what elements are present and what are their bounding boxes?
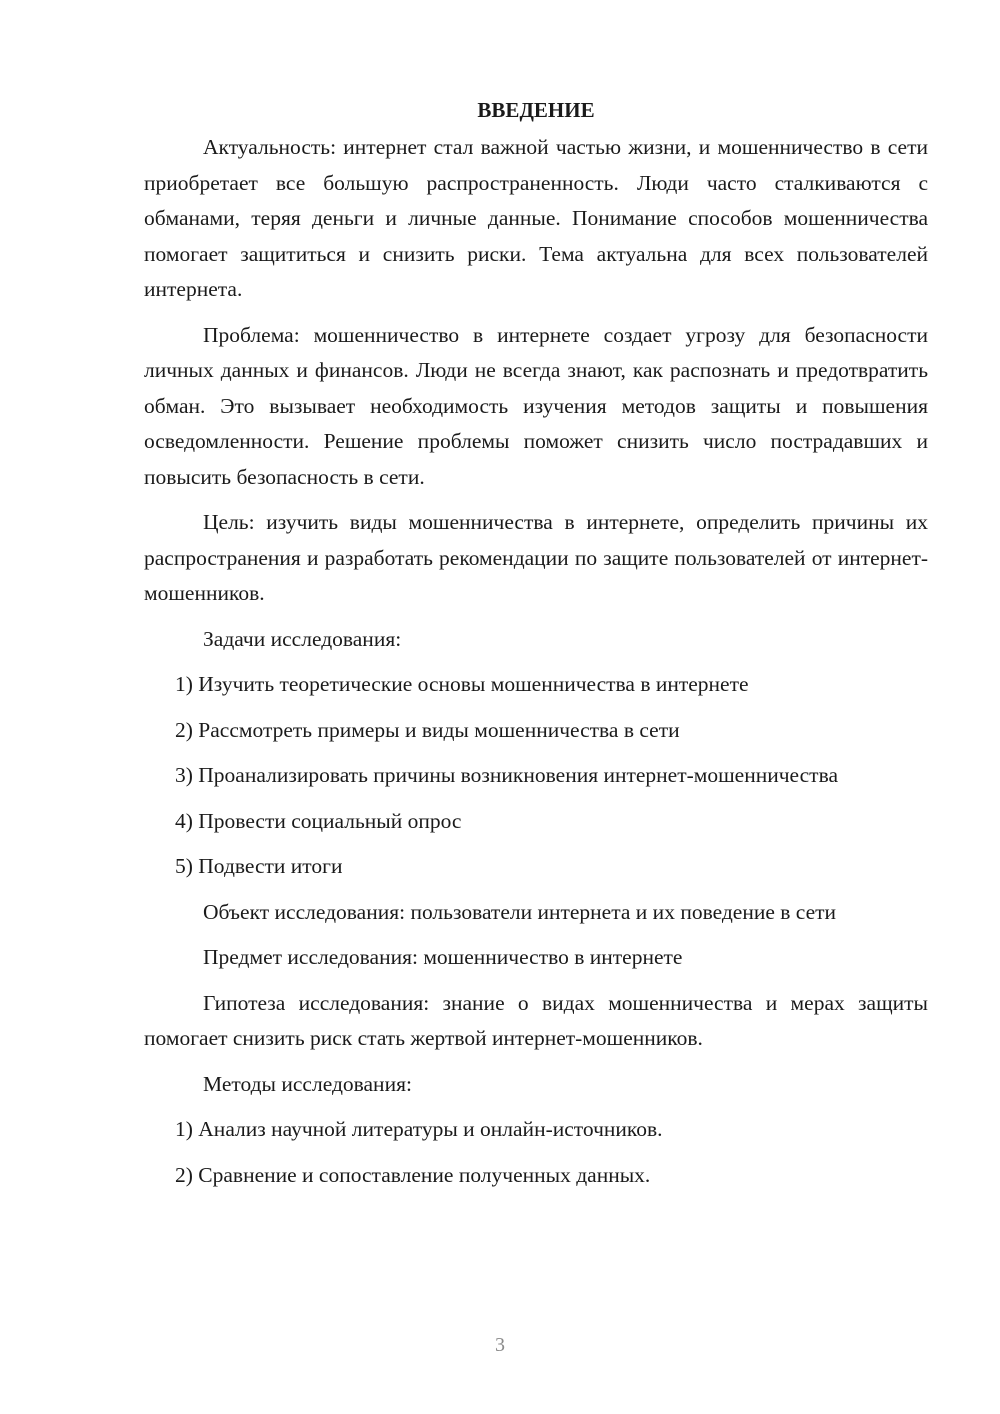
task-item: 3) Проанализировать причины возникновения интернет-мошенничества (175, 763, 838, 787)
task-item: 4) Провести социальный опрос (175, 808, 462, 833)
hypothesis-paragraph: Гипотеза исследования: знание о видах мошенничества и мерах защиты помогает снизить риск стать жертвой интернет-мошенников. (144, 990, 928, 1050)
method-item: 1) Анализ научной литературы и онлайн-источников. (175, 1117, 663, 1141)
relevance-paragraph: Актуальность: интернет стал важной частью жизни, и мошенничество в сети приобретает все большую распространенность. Люди часто сталкиваются с обманами, теряя деньги и личные данные. Понимание способов мошенничества помогает защититься и снизить риски. Тема актуальна для всех пользователей интернета. (144, 135, 928, 301)
section-title: ВВЕДЕНИЕ (477, 98, 595, 122)
problem-paragraph: Проблема: мошенничество в интернете создает угрозу для безопасности личных данных и финансов. Люди не всегда знают, как распознать и предотвратить обман. Это вызывает необходимость изучения методов защиты и повышения осведомленности. Решение проблемы поможет снизить число пострадавших и повысить безопасность в сети. (144, 322, 928, 489)
task-item: 1) Изучить теоретические основы мошенничества в интернете (175, 672, 749, 696)
methods-heading: Методы исследования: (203, 1071, 412, 1096)
tasks-heading: Задачи исследования: (203, 626, 402, 651)
subject-paragraph: Предмет исследования: мошенничество в интернете (203, 945, 683, 969)
page-number: 3 (495, 1334, 505, 1356)
method-item: 2) Сравнение и сопоставление полученных данных. (175, 1162, 651, 1187)
task-item: 5) Подвести итоги (175, 854, 343, 878)
goal-paragraph: Цель: изучить виды мошенничества в интернете, определить причины их распространения и разработать рекомендации по защите пользователей от интернет-мошенников. (144, 510, 928, 605)
object-paragraph: Объект исследования: пользователи интернета и их поведение в сети (203, 899, 837, 924)
document-page (144, 92, 928, 1203)
task-item: 2) Рассмотреть примеры и виды мошенничества в сети (175, 717, 680, 742)
